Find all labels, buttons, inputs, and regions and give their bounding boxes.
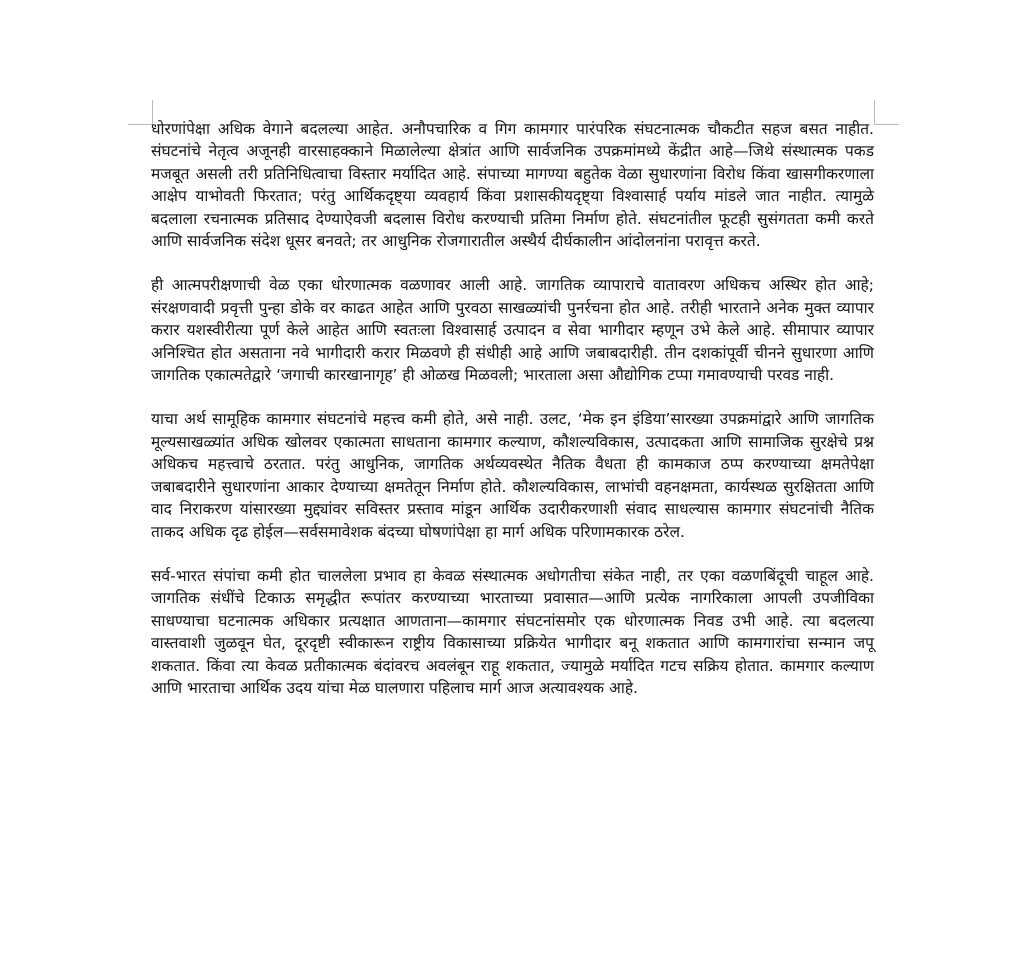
paragraph-4: सर्व-भारत संपांचा कमी होत चाललेला प्रभाव हा केवळ संस्थात्मक अधोगतीचा संकेत नाही, तर एका वळणबिंदूची चाहूल आहे. जागतिक संधींचे टिकाऊ समृद्धीत रूपांतर करण्याच्या भारताच्या प्रवासात—आणि प्रत्येक नागरिकाला आपली उपजीविका साधण्याचा घटनात्मक अधिकार प्रत्यक्षात आणताना—कामगार संघटनांसमोर एक धोरणात्मक निवड उभी आहे. त्या बदलत्या वास्तवाशी जुळवून घेत, दूरदृष्टी स्वीकारून राष्ट्रीय विकासाच्या प्रक्रियेत भागीदार बनू शकतात आणि कामगारांचा सन्मान जपू शकतात. किंवा त्या केवळ प्रतीकात्मक बंदांवरच अवलंबून राहू शकतात, ज्यामुळे मर्यादित गटच सक्रिय होतात. कामगार कल्याण आणि भारताचा आर्थिक उदय यांचा मेळ घालणारा पहिलाच मार्ग आज अत्यावश्यक आहे. xyxy=(151,566,874,697)
paragraph-1: धोरणांपेक्षा अधिक वेगाने बदलल्या आहेत. अनौपचारिक व गिग कामगार पारंपरिक संघटनात्मक चौकटीत सहज बसत नाहीत. संघटनांचे नेतृत्व अजूनही वारसाहक्काने मिळालेल्या क्षेत्रांत आणि सार्वजनिक उपक्रमांमध्ये केंद्रीत आहे—जिथे संस्थात्मक पकड मजबूत असली तरी प्रतिनिधित्वाचा विस्तार मर्यादित आहे. संपाच्या मागण्या बहुतेक वेळा सुधारणांना विरोध किंवा खासगीकरणाला आक्षेप याभोवती फिरतात; परंतु आर्थिकदृष्ट्या व्यवहार्य किंवा प्रशासकीयदृष्ट्या विश्वासार्ह पर्याय मांडले जात नाहीत. त्यामुळे बदलाला रचनात्मक प्रतिसाद देण्याऐवजी बदलास विरोध करण्याची प्रतिमा निर्माण होते. संघटनांतील फूटही सुसंगतता कमी करते आणि सार्वजनिक संदेश धूसर बनवते; तर आधुनिक रोजगारातील अस्थैर्य दीर्घकालीन आंदोलनांना परावृत्त करते. xyxy=(151,120,874,251)
top-right-margin-marker xyxy=(874,100,899,125)
document-body[interactable] xyxy=(151,118,874,721)
top-left-margin-marker xyxy=(128,100,153,125)
paragraph-3: याचा अर्थ सामूहिक कामगार संघटनांचे महत्त्व कमी होते, असे नाही. उलट, ‘मेक इन इंडिया’सारख्या उपक्रमांद्वारे आणि जागतिक मूल्यसाखळ्यांत अधिक खोलवर एकात्मता साधताना कामगार कल्याण, कौशल्यविकास, उत्पादकता आणि सामाजिक सुरक्षेचे प्रश्न अधिकच महत्त्वाचे ठरतात. परंतु आधुनिक, जागतिक अर्थव्यवस्थेत नैतिक वैधता ही कामकाज ठप्प करण्याच्या क्षमतेपेक्षा जबाबदारीने सुधारणांना आकार देण्याच्या क्षमतेतून निर्माण होते. कौशल्यविकास, लाभांची वहनक्षमता, कार्यस्थळ सुरक्षितता आणि वाद निराकरण यांसारख्या मुद्द्यांवर सविस्तर प्रस्ताव मांडून आर्थिक उदारीकरणाशी संवाद साधल्यास कामगार संघटनांची नैतिक ताकद अधिक दृढ होईल—सर्वसमावेशक बंदच्या घोषणांपेक्षा हा मार्ग अधिक परिणामकारक ठरेल. xyxy=(151,410,874,541)
paragraph-2: ही आत्मपरीक्षणाची वेळ एका धोरणात्मक वळणावर आली आहे. जागतिक व्यापाराचे वातावरण अधिकच अस्थिर होत आहे; संरक्षणवादी प्रवृत्ती पुन्हा डोके वर काढत आहेत आणि पुरवठा साखळ्यांची पुनर्रचना होत आहे. तरीही भारताने अनेक मुक्त व्यापार करार यशस्वीरीत्या पूर्ण केले आहेत आणि स्वतःला विश्वासार्ह उत्पादन व सेवा भागीदार म्हणून उभे केले आहे. सीमापार व्यापार अनिश्चित होत असताना नवे भागीदारी करार मिळवणे ही संधीही आहे आणि जबाबदारीही. तीन दशकांपूर्वी चीनने सुधारणा आणि जागतिक एकात्मतेद्वारे ‘जगाची कारखानागृह’ ही ओळख मिळवली; भारताला असा औद्योगिक टप्पा गमावण्याची परवड नाही. xyxy=(151,276,874,385)
